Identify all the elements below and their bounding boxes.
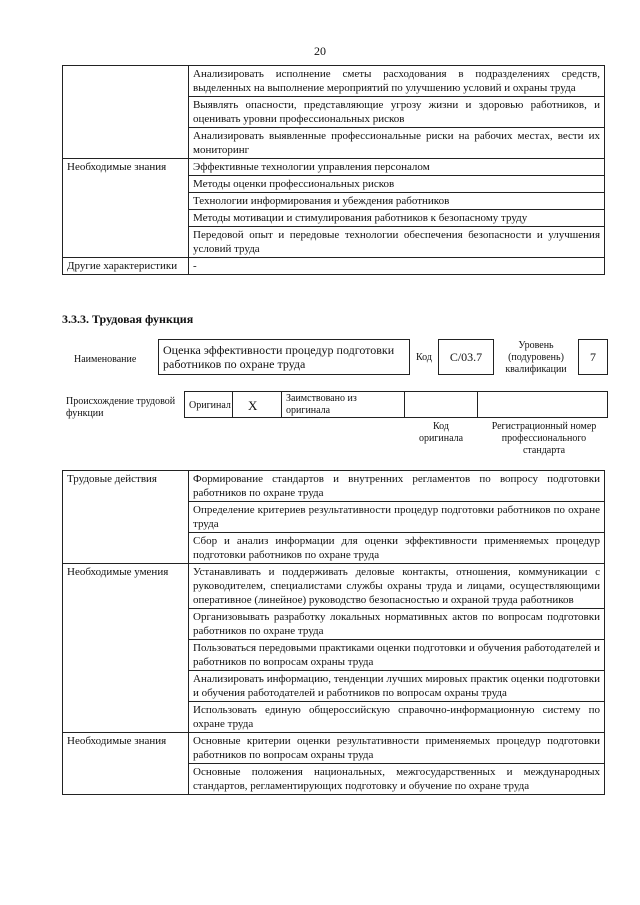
table-cell: Методы оценки профессиональных рисков xyxy=(189,176,605,193)
table-cell: Выявлять опасности, представляющие угрозу жизни и здоровью работников, и оценивать уровни профессиональных рисков xyxy=(189,97,605,128)
table-row xyxy=(63,471,605,502)
table-cell: Основные критерии оценки результативности применяемых процедур подготовки работников по вопросам охраны труда xyxy=(189,733,605,764)
table-cell: Эффективные технологии управления персоналом xyxy=(189,159,605,176)
requirements-table-continued xyxy=(62,65,605,275)
table-cell: Анализировать исполнение сметы расходования в подразделениях средств, выделенных на выполнение мероприятий по улучшению условий и охраны труда xyxy=(189,66,605,97)
code-caption: Код оригинала xyxy=(418,421,464,444)
table-cell: Организовывать разработку локальных нормативных актов по вопросам подготовки работников по охране труда xyxy=(189,609,605,640)
borrowed-label: Заимствовано из оригинала xyxy=(286,393,357,416)
table-cell: Методы мотивации и стимулирования работников к безопасному труду xyxy=(189,210,605,227)
table-cell: Формирование стандартов и внутренних регламентов по вопросу подготовки работников по охране труда xyxy=(189,471,605,502)
row-label: Необходимые знания xyxy=(63,159,189,258)
code-label: Код xyxy=(416,352,432,363)
table-cell: - xyxy=(189,258,605,275)
section-title: 3.3.3. Трудовая функция xyxy=(62,312,194,326)
row-label: Другие характеристики xyxy=(63,258,189,275)
name-label: Наименование xyxy=(74,354,137,365)
table-row xyxy=(63,564,605,609)
original-mark: X xyxy=(248,398,258,413)
table-cell: Технологии информирования и убеждения работников xyxy=(189,193,605,210)
page-number: 20 xyxy=(314,44,326,58)
row-label: Трудовые действия xyxy=(63,471,189,564)
divider xyxy=(477,391,478,418)
level-label: Уровень (подуровень) квалификации xyxy=(505,340,567,375)
origin-label: Происхождение трудовой функции xyxy=(66,396,176,419)
table-cell: Сбор и анализ информации для оценки эффективности применяемых процедур подготовки работников по охране труда xyxy=(189,533,605,564)
table-cell: Передовой опыт и передовые технологии обеспечения безопасности и улучшения условий труда xyxy=(189,227,605,258)
function-code-box: C/03.7 xyxy=(438,339,494,375)
table-cell: Устанавливать и поддерживать деловые контакты, отношения, коммуникации с руководителем, специалистами службы охраны труда и лицами, осуществляющими оперативное (линейное) руководство безопасностью и охраной труда работников xyxy=(189,564,605,609)
table-cell: Основные положения национальных, межгосударственных и международных стандартов, регламентирующих подготовку и обучение по охране труда xyxy=(189,764,605,795)
divider xyxy=(232,391,233,418)
table-cell: Пользоваться передовыми практиками оценки подготовки и обучения работодателей и работников по вопросам охраны труда xyxy=(189,640,605,671)
reg-caption: Регистрационный номер профессионального стандарта xyxy=(491,421,597,456)
original-label: Оригинал xyxy=(189,400,231,411)
table-cell: Использовать единую общероссийскую справочно-информационную систему по охране труда xyxy=(189,702,605,733)
function-name-box: Оценка эффективности процедур подготовки работников по охране труда xyxy=(158,339,410,375)
table-cell: Анализировать выявленные профессиональные риски на рабочих местах, вести их мониторинг xyxy=(189,128,605,159)
table-row xyxy=(63,66,605,97)
divider xyxy=(404,391,405,418)
table-row xyxy=(63,733,605,764)
table-cell: Определение критериев результативности процедур подготовки работников по охране труда xyxy=(189,502,605,533)
row-label: Необходимые умения xyxy=(63,564,189,733)
table-row xyxy=(63,258,605,275)
row-label xyxy=(63,66,189,159)
divider xyxy=(281,391,282,418)
table-row xyxy=(63,159,605,176)
table-cell: Анализировать информацию, тенденции лучших мировых практик оценки подготовки и обучения работодателей и работников по вопросам охраны труда xyxy=(189,671,605,702)
level-box: 7 xyxy=(578,339,608,375)
labor-function-table xyxy=(62,470,605,795)
row-label: Необходимые знания xyxy=(63,733,189,795)
